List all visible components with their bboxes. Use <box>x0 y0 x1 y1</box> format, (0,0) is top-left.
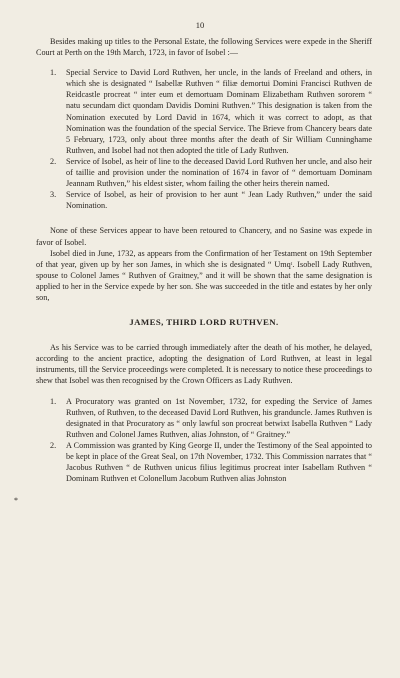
list-item-number: 2. <box>50 440 57 450</box>
list-item-text: Service of Isobel, as heir of line to the deceased David Lord Ruthven her uncle, and also heir of taillie and provision under the nomination of 1674 in favor of “ demortuam Dominam Jeannam Ruthven,” his eldest sister, whom failing the other heirs therein named. <box>66 156 372 189</box>
list-item-number: 1. <box>50 68 57 78</box>
proceedings-list <box>36 396 372 485</box>
list-item-text: A Commission was granted by King George II, under the Testimony of the Seal appointed to be kept in place of the Great Seal, on 17th November, 1732. This Commission narrates that “ Jacobus Ruthven “ de Ruthven unicus filius legitimus procreat inter Isabellam Ruthven “ Dominam Ruthven et Colonellum Jacobum Ruthven alias Johnston <box>66 440 372 484</box>
list-item-text: A Procuratory was granted on 1st November, 1732, for expeding the Service of James Ruthven, of Ruthven, to the deceased David Lord Ruthven, his granduncle. James Ruthven is designated in that Procuratory as “ only lawful son procreat betwixt Isabella Ruthven “ Lady Ruthven and Colonel James Ruthven, alias Johnston, of “ Graitney.” <box>66 396 372 439</box>
list-item <box>36 440 372 484</box>
list-item <box>36 396 372 440</box>
intro-paragraph: Besides making up titles to the Personal Estate, the following Services were expede in the Sheriff Court at Perth on the 19th March, 1723, in favor of Isobel :— <box>36 37 372 58</box>
paragraph-none-appear: None of these Services appear to have been retoured to Chancery, and no Sasine was expede in favor of Isobel. <box>36 226 372 247</box>
list-item <box>36 156 372 189</box>
section-heading: JAMES, THIRD LORD RUTHVEN. <box>129 317 279 328</box>
paragraph-isobel-died: Isobel died in June, 1732, as appears from the Confirmation of her Testament on 19th September of that year, given up by her son James, in which she is designated “ Umqᵗ. Isobell Lady Ruthven, spouse to Colonel James “ Ruthven of Graitney,” and it will be shown that the same designation is applied to her in the Service expede by her son. She was succeeded in the title and estates by her only son, <box>36 248 372 302</box>
list-item <box>36 67 372 156</box>
list-item-number: 2. <box>50 156 57 166</box>
list-item <box>36 189 372 211</box>
list-item-text: Special Service to David Lord Ruthven, her uncle, in the lands of Freeland and others, in which she is designated “ Isabellæ Ruthven “ filiæ demortui Domini Francisci Ruthven de Reidcastle procreat “ inter eum et demortuam Dominam Elizabetham Ruthven sororem “ natu secundam dict quondam Davidis Domini Ruthven.” This designation is taken from the Nomination executed by Lord David in 1674, which it was correct to adopt, as that Nomination was the foundation of the special Service. The Brieve from Chancery bears date 5 February, 1723, only about three months after the death of Sir William Cunninghame Ruthven, and Isobel had not then adopted the title of Lady Ruthven. <box>66 68 372 155</box>
list-item-number: 1. <box>50 396 57 406</box>
list-item-text: Service of Isobel, as heir of provision to her aunt “ Jean Lady Ruthven,” under the said Nomination. <box>66 190 372 211</box>
page-number: 10 <box>195 20 205 30</box>
list-item-number: 3. <box>50 190 57 200</box>
paragraph-service: As his Service was to be carried through immediately after the death of his mother, he delayed, according to the ancient practice, adopting the designation of Lord Ruthven, at least in legal instruments, till the Service proceedings were completed. It is necessary to notice these proceedings to shew that Isobel was then recognised by the Crown Officers as Lady Ruthven. <box>36 343 372 386</box>
margin-mark: * <box>14 496 18 505</box>
services-list <box>36 67 372 211</box>
